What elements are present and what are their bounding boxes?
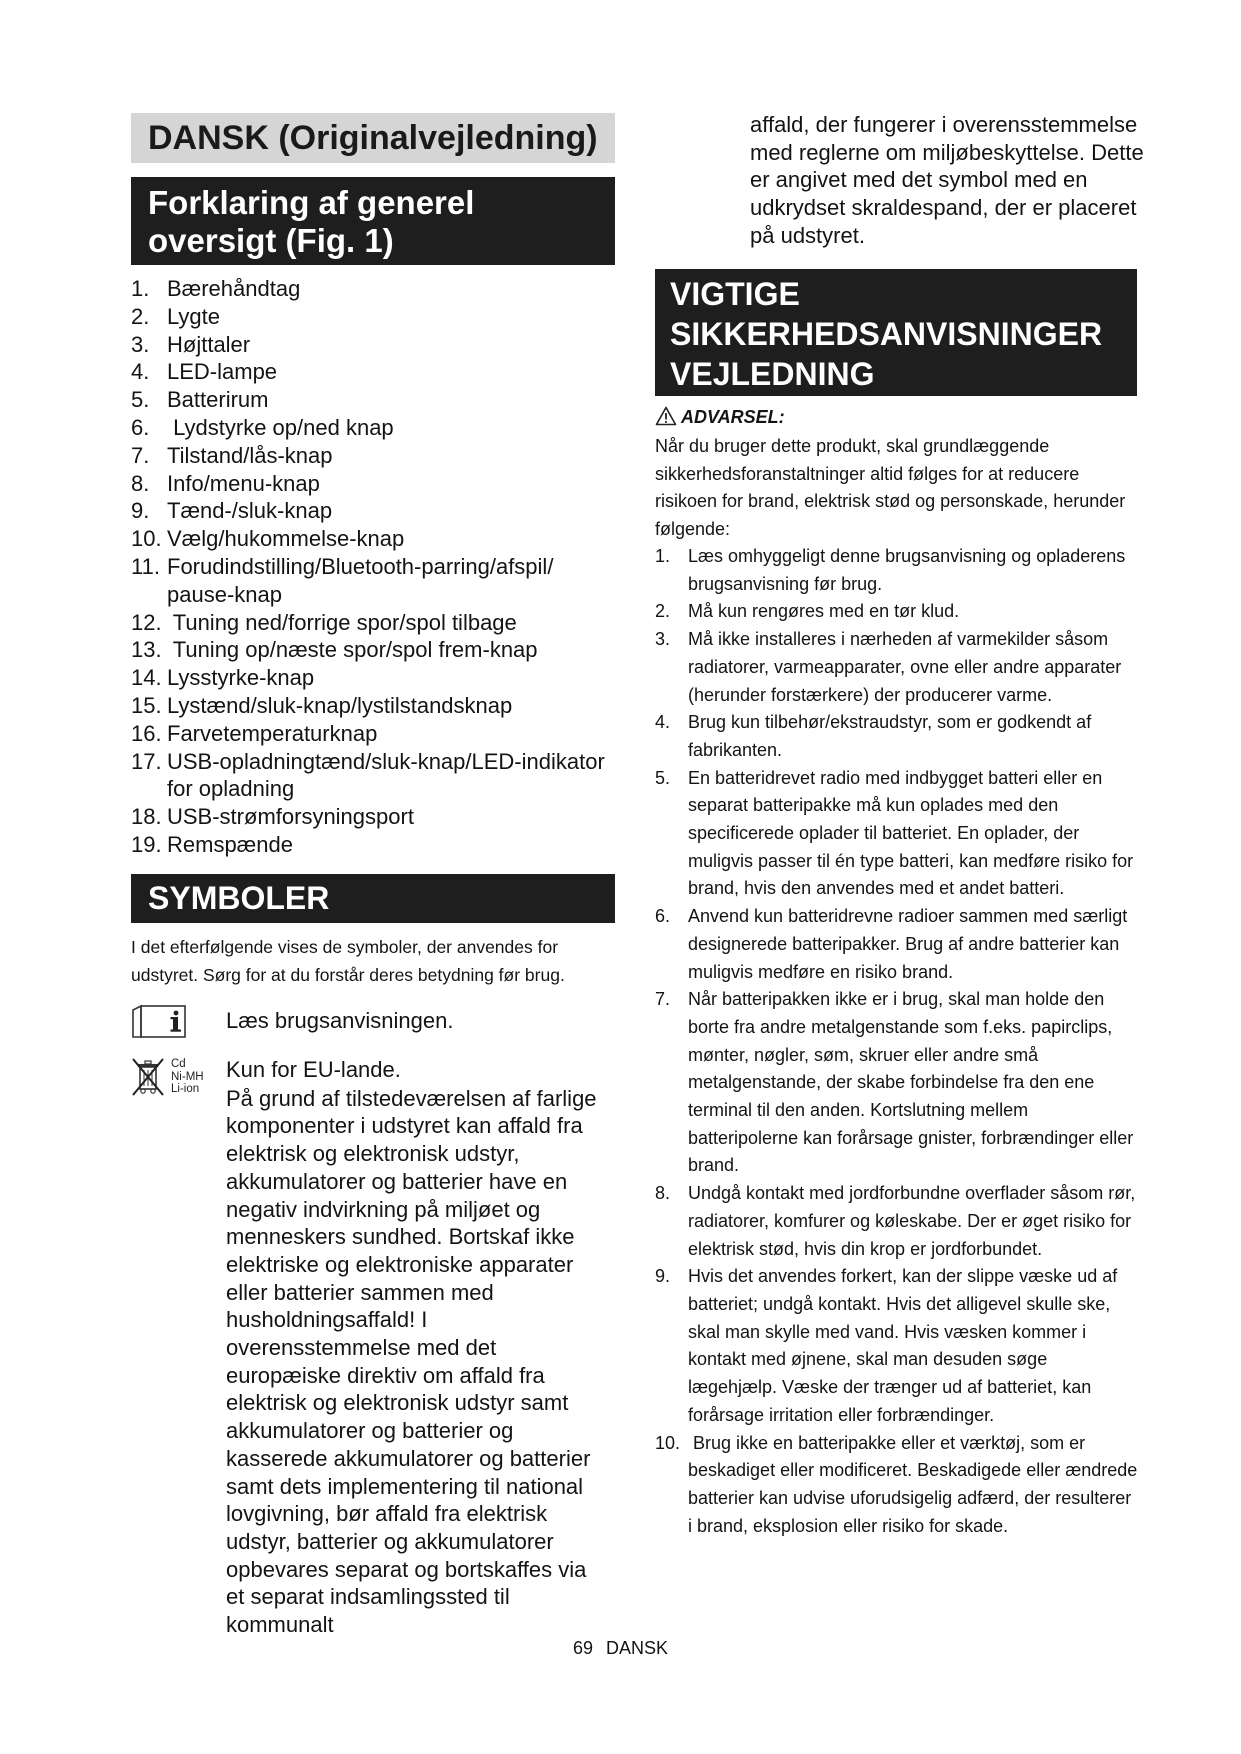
list-item: 9. Tænd-/sluk-knap <box>131 498 333 524</box>
list-item: 10. Vælg/hukommelse-knap <box>131 526 405 552</box>
safety-heading-line3: VEJLEDNING <box>670 356 875 392</box>
list-item: 8. Undgå kontakt med jordforbundne overflader såsom rør, radiatorer, komfurer og køleskabe. Der er øget risiko for elektrisk stød, hvis din krop er jordforbundet. <box>655 1183 1136 1259</box>
symbol-weee-title: Kun for EU-lande. <box>226 1057 401 1082</box>
page-number: 69 <box>572 1638 593 1658</box>
list-item: 11. Forudindstilling/Bluetooth-parring/afspil/ pause-knap <box>131 553 554 607</box>
warning-intro: Når du bruger dette produkt, skal grundlæggende sikkerhedsforanstaltninger altid følges for at reducere risikoen for brand, elektrisk stød og personskade, herunder følgende: <box>655 436 1126 540</box>
list-item: 8. Info/menu-knap <box>131 470 320 496</box>
list-item: 5. Batterirum <box>131 387 269 413</box>
warning-triangle-icon <box>655 406 677 426</box>
language-header: DANSK (Originalvejledning) <box>131 113 615 163</box>
battery-chemistry-label: Cd Ni-MH Li-ion <box>171 1058 204 1095</box>
list-item: 16. Farvetemperaturknap <box>131 720 378 746</box>
list-item: 7. Tilstand/lås-knap <box>131 442 333 468</box>
list-item: 3. Må ikke installeres i nærheden af varmekilder såsom radiatorer, varmeapparater, ovne eller andre apparater (herunder forstærkere) der producerer varme. <box>655 629 1122 705</box>
list-item: 15. Lystænd/sluk-knap/lystilstandsknap <box>131 692 513 718</box>
overview-heading-line1: Forklaring af generel <box>148 184 475 221</box>
symbols-intro: I det efterfølgende vises de symboler, der anvendes for udstyret. Sørg for at du forstår deres betydning før brug. <box>131 937 565 985</box>
warning-label: ADVARSEL: <box>655 405 785 429</box>
list-item: 1. Læs omhyggeligt denne brugsanvisning og opladerens brugsanvisning før brug. <box>655 546 1126 594</box>
symbols-heading: SYMBOLER <box>131 874 615 923</box>
list-item: 9. Hvis det anvendes forkert, kan der slippe væske ud af batteriet; undgå kontakt. Hvis det alligevel skulle ske, skal man skylle med vand. Hvis væsken kommer i kontakt med øjnene, skal man desuden søge lægehjælp. Væske der trænger ud af batteriet, kan forårsage irritation eller forbrændinger. <box>655 1266 1118 1425</box>
symbol-weee-block <box>226 1056 621 1639</box>
list-item: 10. Brug ikke en batteripakke eller et værktøj, som er beskadiget eller modificeret. Beskadigede eller ændrede batterier kan udvise uforudsigelig adfærd, der resulterer i brand, eksplosion eller risiko for skade. <box>655 1432 1143 1536</box>
page-footer <box>0 1636 1241 1660</box>
safety-heading <box>655 269 1137 396</box>
symbol-weee-continuation: affald, der fungerer i overensstemmelse med reglerne om miljøbeskyttelse. Dette er angivet med det symbol med en udkrydset skraldespand, der er placeret på udstyret. <box>750 112 1144 248</box>
safety-heading-line1: VIGTIGE <box>670 276 800 312</box>
list-item: 2. Lygte <box>131 303 221 329</box>
list-item: 4. LED-lampe <box>131 359 278 385</box>
list-item: 5. En batteridrevet radio med indbygget batteri eller en separat batteripakke må kun oplades med den specificerede oplader til batteriet. En oplader, der muligvis passer til én type batteri, kan medføre risiko for brand, hvis den anvendes med et andet batteri. <box>655 767 1134 899</box>
list-item: 13. Tuning op/næste spor/spol frem-knap <box>131 637 538 663</box>
list-item: 7. Når batteripakken ikke er i brug, skal man holde den borte fra andre metalgenstande som f.eks. papirclips, mønter, nøgler, søm, skruer eller andre små metalgenstande, der skabe forbindelse fra den ene terminal til den anden. Kortslutning mellem batteripolerne kan forårsage gnister, forbrændinger eller brand. <box>655 989 1134 1176</box>
info-manual-icon <box>131 1004 187 1040</box>
list-item: 1. Bærehåndtag <box>131 276 301 301</box>
list-item: 17. USB-opladningtænd/sluk-knap/LED-indikator for opladning <box>131 748 605 802</box>
list-item: 3. Højttaler <box>131 331 251 357</box>
footer-language: DANSK <box>606 1638 669 1658</box>
list-item: 19. Remspænde <box>131 831 293 857</box>
list-item: 14. Lysstyrke-knap <box>131 665 315 691</box>
safety-heading-line2: SIKKERHEDSANVISNINGER <box>670 316 1103 352</box>
list-item: 12. Tuning ned/forrige spor/spol tilbage <box>131 609 517 635</box>
list-item: 18. USB-strømforsyningsport <box>131 804 414 830</box>
list-item: 6. Lydstyrke op/ned knap <box>131 414 394 440</box>
list-item: 4. Brug kun tilbehør/ekstraudstyr, som er godkendt af fabrikanten. <box>655 712 1092 760</box>
safety-instructions-list <box>655 543 1143 1540</box>
overview-heading-line2: oversigt (Fig. 1) <box>148 222 394 259</box>
symbol-read-manual-text: Læs brugsanvisningen. <box>226 1008 454 1033</box>
list-item: 6. Anvend kun batteridrevne radioer sammen med særligt designerede batteripakker. Brug af andre batterier kan muligvis medføre en risiko brand. <box>655 906 1128 982</box>
symbol-weee-text: På grund af tilstedeværelsen af farlige komponenter i udstyret kan affald fra elektrisk og elektronisk udstyr, akkumulatorer og batterier have en negativ indvirkning på miljøet og menneskers sundhed. Bortskaf ikke elektriske og elektroniske apparater eller batterier sammen med husholdningsaffald! I overensstemmelse med det europæiske direktiv om affald fra elektrisk og elektronisk udstyr samt akkumulatorer og batterier og kasserede akkumulatorer og batterier samt dets implementering til national lovgivning, bør affald fra elektrisk udstyr, batterier og akkumulatorer opbevares separat og bortskaffes via et separat indsamlingssted til kommunalt <box>226 1085 597 1638</box>
overview-parts-list <box>131 275 615 859</box>
list-item: 2. Må kun rengøres med en tør klud. <box>655 601 960 622</box>
overview-heading <box>131 177 615 265</box>
